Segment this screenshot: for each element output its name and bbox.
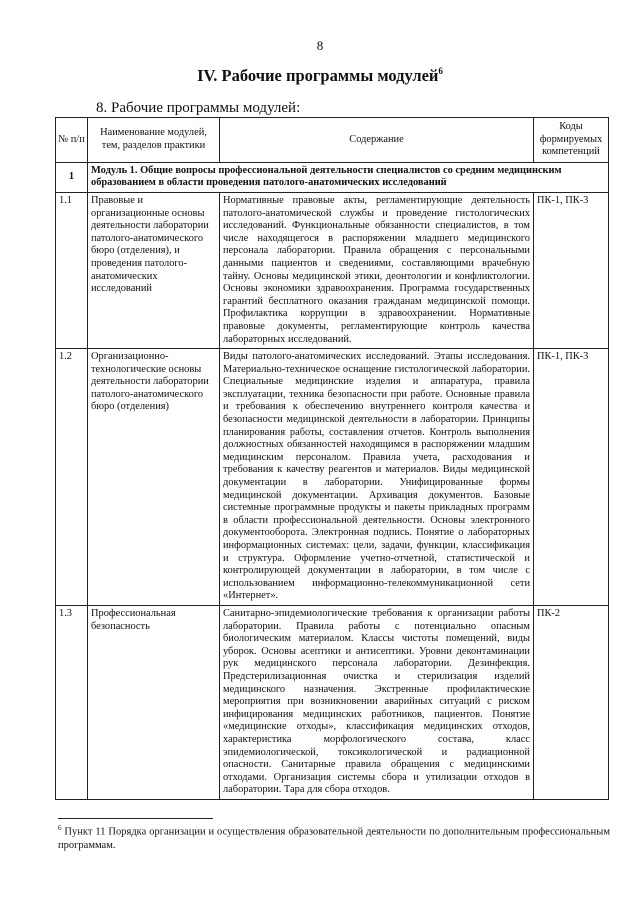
section-title [0,66,640,86]
row-name: Организационно-технологические основы деятельности лаборатории патолого-анатомического бюро (отделения) [88,349,220,606]
row-content: Виды патолого-анатомических исследований. Этапы исследования. Материально-техническое оснащение гистологической лаборатории. Специальные медицинские изделия и аппаратура, правила эксплуатации, техника безопасности при работе. Основные правила и требования к обеспечению внутреннего контроля качества и безопасности медицинской деятельности в лаборатории. Принципы планирования работы, составления отчетов. Контроль выполнения должностных обязанностей находящимся в распоряжении младшим медицинским персоналом. Правила учета, расходования и требования к качеству реагентов и материалов. Виды медицинской документации в лаборатории. Унифицированные формы медицинской документации. Архивация документов. Базовые системные программные продукты и пакеты прикладных программ в области профессиональной деятельности. Основы электронного документооборота. Электронная подпись. Понятие о лабораторных информационных системах: цели, задачи, функции, классификация и структура. Оформление учетно-отчетной, статистической и контролирующей документации в лаборатории, в том числе с использованием информационно-телекоммуникационной сети «Интернет». [220,349,534,606]
footnote-text: Пункт 11 Порядка организации и осуществления образовательной деятельности по дополнительным профессиональным программам. [58,826,610,851]
module-title: Модуль 1. Общие вопросы профессиональной деятельности специалистов со средним медицинским образованием в области проведения патолого-анатомических исследований [88,162,609,192]
modules-table [55,117,609,800]
table-caption: 8. Рабочие программы модулей: [96,100,301,116]
row-codes: ПК-2 [534,605,609,799]
footnote [58,822,610,853]
row-name: Профессиональная безопасность [88,605,220,799]
header-codes: Коды формируемых компетенций [534,118,609,163]
section-title-text: IV. Рабочие программы модулей [197,66,439,85]
row-name: Правовые и организационные основы деятельности лаборатории патолого-анатомического бюро (отделения), и проведения патолого-анатомических исследований [88,192,220,348]
footnote-divider [58,818,213,819]
table-header-row [56,118,609,163]
row-codes: ПК-1, ПК-3 [534,349,609,606]
header-name: Наименование модулей, тем, разделов практики [88,118,220,163]
row-codes: ПК-1, ПК-3 [534,192,609,348]
row-content: Санитарно-эпидемиологические требования к организации работы лаборатории. Правила работы с потенциально опасным биологическим материалом. Классы чистоты помещений, виды уборок. Основы асептики и антисептики. Уровни деконтаминации рук медицинского персонала лаборатории. Дезинфекция. Предстерилизационная очистка и стерилизация изделий медицинского назначения. Экстренные профилактические мероприятия при возникновении аварийных ситуаций с риском инфицирования медицинских работников, пациентов. Понятие «медицинские отходы», классификация медицинских отходов, характеристика морфологического состава, класс эпидемиологической, токсикологической и радиационной опасности. Санитарные правила обращения с медицинскими отходами. Организация системы сбора и утилизации отходов в лаборатории. Тара для сбора отходов. [220,605,534,799]
row-num: 1.1 [56,192,88,348]
footnote-mark: 6 [58,824,62,832]
row-content: Нормативные правовые акты, регламентирующие деятельность патолого-анатомической службы и проведение гистологических исследований. Функциональные обязанности специалистов, в том числе находящегося в распоряжении младшего медицинского персонала лаборатории. Правила обращения с персональными данными пациентов и сведениями, составляющими врачебную тайну. Основы медицинской этики, деонтологии и конфликтологии. Основы экономики здравоохранения. Программа государственных гарантий бесплатного оказания гражданам медицинской помощи. Профилактика коррупции в здравоохранении. Нормативные правовые документы, регламентирующие контроль качества лабораторных исследований. [220,192,534,348]
header-num: № п/п [56,118,88,163]
header-content: Содержание [220,118,534,163]
module-num: 1 [56,162,88,192]
table-row [56,349,609,606]
row-num: 1.2 [56,349,88,606]
footnote-reference: 6 [438,66,443,76]
page-number: 8 [316,38,324,53]
module-row [56,162,609,192]
row-num: 1.3 [56,605,88,799]
table-row [56,192,609,348]
table-row [56,605,609,799]
